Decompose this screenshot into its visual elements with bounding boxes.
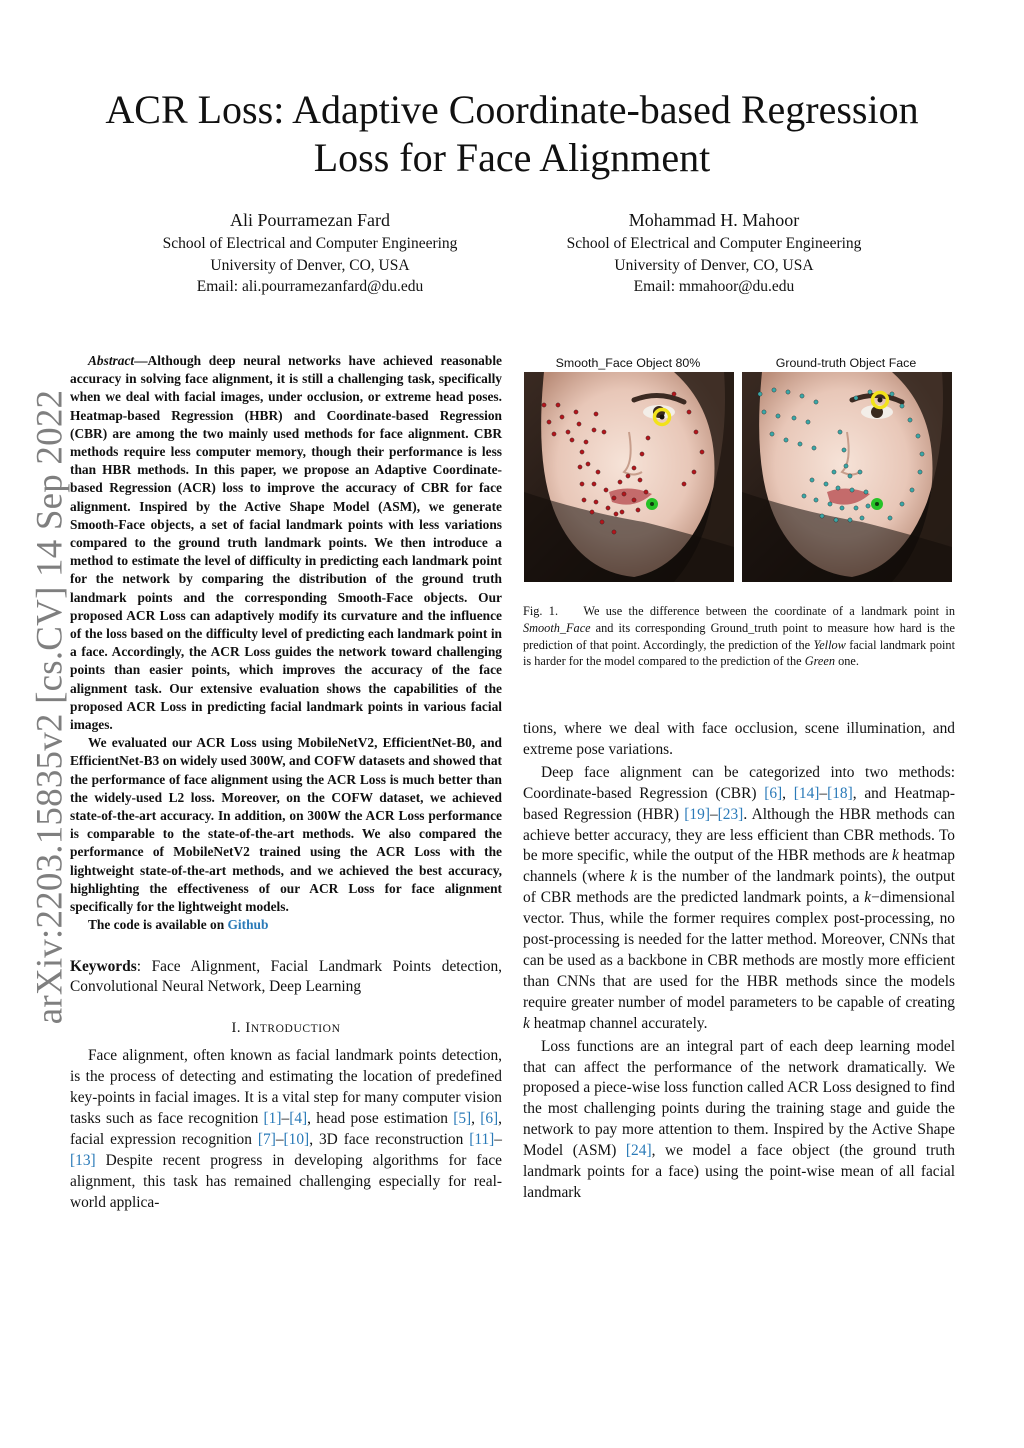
text-run: −dimensional vector. Thus, while the former requires complex post-processing, no post-processing is needed for the latter method. Moreover, CNNs that can be used as a backbone in CBR methods are mostly more efficient than CNNs that are used for the HBR methods since the models require greater number of model parameters to be capable of creating: [523, 889, 955, 1011]
smooth-landmark-point: [672, 392, 676, 396]
smooth-landmark-point: [578, 465, 582, 469]
smooth-landmark-point: [574, 410, 578, 414]
face-illustration-ground-truth: [742, 372, 952, 582]
ground-truth-landmark-point: [786, 390, 790, 394]
face-illustration-smooth: [524, 372, 734, 582]
ground-truth-landmark-point: [842, 448, 846, 452]
smooth-landmark-point: [632, 466, 636, 470]
ground-truth-landmark-point: [840, 506, 844, 510]
smooth-landmark-point: [600, 520, 604, 524]
smooth-landmark-point: [586, 462, 590, 466]
smooth-landmark-point: [552, 432, 556, 436]
citation-link[interactable]: [13]: [70, 1151, 96, 1169]
ground-truth-landmark-point: [854, 396, 858, 400]
citation-link[interactable]: [14]: [793, 784, 820, 802]
smooth-landmark-point: [638, 478, 642, 482]
text-run: , and Heatmap-based Regression (HBR): [523, 784, 955, 823]
smooth-landmark-point: [580, 450, 584, 454]
abstract-paragraph-2: We evaluated our ACR Loss using MobileNetV2, EfficientNet-B0, and EfficientNet-B3 on widely used 300W, and COFW datasets and showed that the performance of face alignment using the ACR Loss is much better than the widely-used L2 loss. Moreover, on the COFW dataset, we achieved state-of-the-art accuracy. In addition, on 300W the ACR Loss performance is comparable to the state-of-the-art methods. We also compared the performance of MobileNetV2 trained using the ACR Loss with the lightweight state-of-the-art methods, and we achieved the best accuracy, highlighting the effectiveness of our ACR Loss for face alignment specifically for the lightweight models.: [70, 735, 502, 915]
text-run: –: [494, 1130, 502, 1148]
ground-truth-landmark-point: [776, 414, 780, 418]
smooth-landmark-point: [622, 492, 626, 496]
smooth-landmark-point: [560, 415, 564, 419]
citation-link[interactable]: [6]: [480, 1110, 499, 1128]
smooth-landmark-point: [620, 510, 624, 514]
citation-link[interactable]: [18]: [827, 784, 853, 802]
caption-emphasis: Green: [804, 654, 835, 669]
code-availability: [70, 916, 502, 934]
ground-truth-landmark-point: [908, 418, 912, 422]
ground-truth-landmark-point: [792, 416, 796, 420]
face-image-ground-truth: [742, 372, 952, 582]
smooth-landmark-point: [612, 530, 616, 534]
ground-truth-landmark-point: [834, 518, 838, 522]
ground-truth-landmark-point: [800, 394, 804, 398]
math-k: k: [891, 847, 899, 865]
text-run: Face alignment, often known as facial landmark points detection, is the process of detecting and estimating the location of predefined key-points in facial images. It is a vital step for many computer vision tasks such as face recognition: [70, 1047, 502, 1128]
smooth-landmark-point: [606, 506, 610, 510]
smooth-landmark-point: [646, 436, 650, 440]
smooth-landmark-point: [547, 420, 551, 424]
ground-truth-landmark-point: [832, 470, 836, 474]
ground-truth-landmark-point: [784, 438, 788, 442]
smooth-landmark-point: [682, 482, 686, 486]
smooth-landmark-point: [636, 508, 640, 512]
author-block-1: [100, 208, 520, 298]
caption-emphasis: Yellow: [813, 637, 846, 652]
abstract-paragraph: [70, 352, 502, 734]
github-link[interactable]: Github: [227, 917, 269, 933]
ground-truth-landmark-point: [828, 502, 832, 506]
green-landmark-point: [875, 502, 879, 506]
math-k: k: [630, 868, 637, 886]
section-heading-introduction: [70, 1020, 502, 1037]
text-run: , 3D face reconstruction: [309, 1130, 470, 1148]
author-name: Ali Pourramezan Fard: [230, 210, 390, 230]
smooth-landmark-point: [592, 428, 596, 432]
author-department: School of Electrical and Computer Engineering: [566, 235, 862, 252]
ground-truth-landmark-point: [772, 388, 776, 392]
text-run: , head pose estimation: [307, 1110, 454, 1128]
ground-truth-landmark-point: [838, 430, 842, 434]
smooth-landmark-point: [692, 470, 696, 474]
text-run: –: [819, 784, 828, 802]
ground-truth-landmark-point: [918, 470, 922, 474]
ground-truth-landmark-point: [848, 518, 852, 522]
keywords: [70, 957, 502, 999]
smooth-landmark-point: [596, 470, 600, 474]
ground-truth-landmark-point: [900, 502, 904, 506]
author-email: Email: mmahoor@du.edu: [633, 278, 795, 295]
code-prefix: The code is available on: [88, 917, 228, 933]
smooth-landmark-point: [594, 500, 598, 504]
citation-link[interactable]: [23]: [717, 805, 744, 823]
citation-link[interactable]: [1]: [263, 1110, 282, 1128]
ground-truth-landmark-point: [844, 464, 848, 468]
citation-link[interactable]: [4]: [289, 1110, 308, 1128]
text-run: Despite recent progress in developing algorithms for face alignment, this task has remained challenging especially for real-world applica-: [70, 1151, 502, 1211]
smooth-landmark-point: [590, 510, 594, 514]
intro-continued: tions, where we deal with face occlusion, scene illumination, and extreme pose variations.: [523, 720, 955, 758]
citation-link[interactable]: [10]: [283, 1130, 310, 1148]
math-k: k: [523, 1014, 530, 1032]
math-k: k: [864, 889, 872, 907]
author-email: Email: ali.pourramezanfard@du.edu: [196, 278, 424, 295]
right-column: [523, 719, 955, 1204]
citation-link[interactable]: [19]: [684, 805, 710, 823]
ground-truth-landmark-point: [814, 400, 818, 404]
author-name: Mohammad H. Mahoor: [628, 210, 800, 230]
ground-truth-landmark-point: [824, 482, 828, 486]
smooth-landmark-point: [632, 498, 636, 502]
ground-truth-landmark-point: [866, 504, 870, 508]
ground-truth-landmark-point: [910, 488, 914, 492]
keywords-label: Keywords: [70, 957, 137, 975]
text-run: , facial expression recognition: [70, 1110, 503, 1148]
citation-link[interactable]: [6]: [764, 784, 783, 802]
figure-caption: [523, 603, 955, 670]
intro-paragraph-3: [523, 1037, 955, 1204]
text-run: heatmap channels (where: [523, 847, 955, 886]
text-run: –: [275, 1130, 284, 1148]
section-rest: NTRODUCTION: [250, 1023, 341, 1036]
title-line-2: Loss for Face Alignment: [313, 135, 711, 180]
author-block-2: [504, 208, 924, 298]
paper-title: [0, 86, 1024, 182]
smooth-landmark-point: [577, 422, 581, 426]
ground-truth-landmark-point: [890, 392, 894, 396]
smooth-landmark-point: [687, 410, 691, 414]
abstract-text: Although deep neural networks have achieved reasonable accuracy in solving face alignment, it is still a challenging task, specifically when we deal with facial images, under occlusion, or extreme head poses. Heatmap-based Regression (HBR) and Coordinate-based Regression (CBR) are among the two mainly used methods for face alignment. CBR methods require less computer memory, though their performance is less than HBR methods. In this paper, we propose an Adaptive Coordinate-based Regression (ACR) loss to improve the accuracy of CBR for face alignment. Inspired by the Active Shape Model (ASM), we generate Smooth-Face objects, a set of facial landmark points with less variations compared to the ground truth landmark points. We then introduce a method to estimate the level of difficulty in predicting each landmark point for the network by comparing the distribution of the ground truth landmark points and the corresponding Smooth-Face objects. Our proposed ACR Loss can adaptively modify its curvature and the influence of the loss based on the difficulty level of predicting each landmark point in a face. Accordingly, the ACR Loss guides the network toward challenging points than easier points, which improves the accuracy of the face alignment task. Our extensive evaluation shows the capabilities of the proposed ACR Loss in predicting facial landmark points in various facial images.: [70, 353, 502, 733]
ground-truth-landmark-point: [812, 446, 816, 450]
smooth-landmark-point: [580, 482, 584, 486]
smooth-landmark-point: [584, 440, 588, 444]
citation-link[interactable]: [7]: [257, 1130, 276, 1148]
caption-emphasis: Smooth_Face: [523, 620, 591, 635]
smooth-landmark-point: [592, 482, 596, 486]
text-run: heatmap channel accurately.: [529, 1014, 708, 1032]
smooth-landmark-point: [594, 412, 598, 416]
ground-truth-landmark-point: [762, 410, 766, 414]
figure-label-smooth-face: Smooth_Face Object 80%: [555, 356, 701, 370]
smooth-landmark-point: [626, 474, 630, 478]
smooth-landmark-point: [582, 498, 586, 502]
text-run: . Although the HBR methods can achieve better accuracy, they are less efficient than CBR methods. To be more specific, while the output of the HBR methods are: [523, 805, 956, 865]
text-run: facial landmark point is harder for the model compared to the prediction of the: [523, 637, 955, 669]
caption-prefix: Fig. 1.: [523, 604, 559, 618]
intro-paragraph-1: [70, 1046, 502, 1213]
ground-truth-landmark-point: [860, 516, 864, 520]
left-column: [70, 352, 502, 1214]
ground-truth-landmark-point: [868, 390, 872, 394]
figure-label-ground-truth: Ground-truth Object Face: [775, 356, 917, 370]
author-affiliation: University of Denver, CO, USA: [614, 256, 814, 274]
citation-link[interactable]: [5]: [453, 1110, 472, 1128]
keywords-text: : Face Alignment, Facial Landmark Points detection, Convolutional Neural Network, Deep Learning: [70, 957, 502, 996]
abstract-dash: —: [134, 353, 148, 368]
ground-truth-landmark-point: [920, 452, 924, 456]
text-run: one.: [835, 654, 859, 669]
author-affiliation: University of Denver, CO, USA: [210, 256, 410, 274]
smooth-landmark-point: [556, 403, 560, 407]
text-run: ,: [471, 1110, 481, 1128]
section-first-letter: I: [245, 1020, 251, 1037]
face-image-smooth: [524, 372, 734, 582]
smooth-landmark-point: [700, 450, 704, 454]
ground-truth-landmark-point: [858, 470, 862, 474]
smooth-landmark-point: [602, 430, 606, 434]
yellow-landmark-point: [660, 415, 665, 420]
text-run: ,: [782, 784, 794, 802]
ground-truth-landmark-point: [916, 434, 920, 438]
ground-truth-landmark-point: [814, 498, 818, 502]
ground-truth-landmark-point: [806, 420, 810, 424]
text-run: Loss functions are an integral part of each deep learning model that can affect the performance of the network dramatically. We proposed a piece-wise loss function called ACR Loss designed to find the most challenging points during the training stage and guide the network to pay more attention to them. Inspired by the Active Shape Model (ASM): [523, 1037, 955, 1160]
smooth-landmark-point: [644, 490, 648, 494]
smooth-landmark-point: [542, 403, 546, 407]
smooth-landmark-point: [612, 496, 616, 500]
intro-paragraph-2: [523, 763, 955, 1035]
text-run: , we model a face object (the ground truth landmark points for a face) using the point-wise mean of all facial landmark: [523, 1142, 955, 1201]
ground-truth-landmark-point: [848, 474, 852, 478]
smooth-landmark-point: [566, 430, 570, 434]
smooth-landmark-point: [604, 488, 608, 492]
arxiv-stamp-text: arXiv:2203.15835v2 [cs.CV] 14 Sep 2022: [29, 389, 71, 1025]
ground-truth-landmark-point: [802, 494, 806, 498]
ground-truth-landmark-point: [758, 392, 762, 396]
smooth-landmark-point: [618, 480, 622, 484]
ground-truth-landmark-point: [864, 490, 868, 494]
title-line-1: ACR Loss: Adaptive Coordinate-based Regression: [105, 87, 919, 132]
text-run: –: [709, 805, 718, 823]
citation-link[interactable]: [11]: [469, 1130, 495, 1148]
ground-truth-landmark-point: [854, 506, 858, 510]
ground-truth-landmark-point: [810, 478, 814, 482]
text-run: –: [281, 1110, 290, 1128]
ground-truth-landmark-point: [900, 404, 904, 408]
ground-truth-landmark-point: [888, 516, 892, 520]
text-run: and its corresponding Ground_truth point to measure how hard is the prediction of that point. Accordingly, the prediction of the: [523, 620, 955, 652]
abstract-label: Abstract: [88, 353, 135, 368]
author-department: School of Electrical and Computer Engineering: [162, 235, 458, 252]
smooth-landmark-point: [570, 438, 574, 442]
ground-truth-landmark-point: [850, 488, 854, 492]
ground-truth-landmark-point: [836, 486, 840, 490]
text-run: We use the difference between the coordinate of a landmark point in: [583, 604, 955, 618]
citation-link[interactable]: [24]: [625, 1142, 652, 1160]
smooth-landmark-point: [640, 452, 644, 456]
yellow-landmark-point: [878, 398, 883, 403]
smooth-landmark-point: [614, 512, 618, 516]
ground-truth-landmark-point: [798, 442, 802, 446]
ground-truth-landmark-point: [820, 514, 824, 518]
smooth-landmark-point: [694, 430, 698, 434]
text-run: Deep face alignment can be categorized into two methods: Coordinate-based Regression (CBR): [523, 763, 955, 802]
ground-truth-landmark-point: [770, 432, 774, 436]
green-landmark-point: [650, 502, 654, 506]
text-run: is the number of the landmark points), the output of CBR methods are the predicted landmark points, a: [523, 868, 955, 907]
section-numeral: I.: [231, 1020, 246, 1037]
